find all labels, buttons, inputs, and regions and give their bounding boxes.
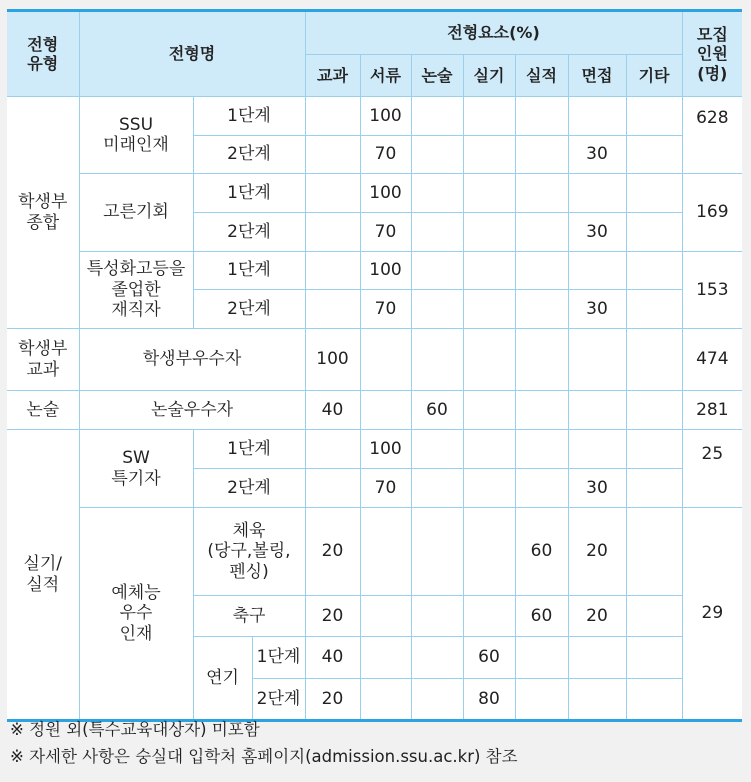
acting-cell — [193, 637, 305, 721]
value-cell: 60 — [463, 637, 515, 679]
track-name: 논술우수자 — [79, 391, 305, 430]
stage-label: 1단계 — [193, 430, 305, 469]
value-cell: 20 — [305, 596, 360, 637]
stage-label: 2단계 — [193, 290, 305, 329]
stage-label: 1단계 — [253, 637, 305, 679]
stage-label: 2단계 — [193, 136, 305, 174]
value-cell: 100 — [360, 97, 411, 136]
table-row — [7, 391, 742, 430]
table-row — [7, 174, 742, 213]
sub-track-name: 연기 — [194, 637, 253, 719]
value-cell: 100 — [360, 174, 411, 213]
value-cell: 30 — [568, 290, 626, 329]
header-col-record: 실적 — [515, 55, 568, 97]
header-col-interview: 면접 — [568, 55, 626, 97]
track-name: SSU 미래인재 — [79, 97, 193, 174]
stage-label: 2단계 — [193, 469, 305, 508]
group-cell: 학생부 교과 — [7, 329, 79, 391]
value-cell: 100 — [360, 430, 411, 469]
value-cell: 30 — [568, 136, 626, 174]
value-cell: 60 — [515, 596, 568, 637]
value-cell: 100 — [305, 329, 360, 391]
header-col-essay: 논술 — [411, 55, 463, 97]
quota-cell: 628 — [682, 97, 742, 174]
sub-track-name: 축구 — [193, 596, 305, 637]
quota-cell: 29 — [682, 508, 742, 721]
group-cell: 학생부 종합 — [7, 97, 79, 329]
stage-label: 2단계 — [193, 213, 305, 252]
value-cell: 60 — [411, 391, 463, 430]
track-name: 고른기회 — [79, 174, 193, 252]
header-name: 전형명 — [79, 11, 305, 97]
value-cell: 20 — [568, 508, 626, 596]
header-col-subject: 교과 — [305, 55, 360, 97]
value-cell: 30 — [568, 469, 626, 508]
track-name: 예체능 우수 인재 — [79, 508, 193, 721]
value-cell: 20 — [568, 596, 626, 637]
value-cell: 70 — [360, 469, 411, 508]
admission-table-container — [7, 9, 742, 722]
header-quota: 모집 인원 (명) — [682, 11, 742, 97]
header-col-other: 기타 — [626, 55, 682, 97]
value-cell: 20 — [305, 679, 360, 721]
footnote: ※ 정원 외(특수교육대상자) 미포함 — [10, 720, 260, 739]
value-cell: 40 — [305, 637, 360, 679]
table-row — [7, 252, 742, 290]
stage-label: 1단계 — [193, 97, 305, 136]
value-cell: 80 — [463, 679, 515, 721]
header-type: 전형 유형 — [7, 11, 79, 97]
value-cell: 30 — [568, 213, 626, 252]
admission-table — [7, 9, 742, 722]
value-cell: 70 — [360, 290, 411, 329]
value-cell: 20 — [305, 508, 360, 596]
stage-label: 1단계 — [193, 252, 305, 290]
value-cell: 60 — [515, 508, 568, 596]
header-elements: 전형요소(%) — [305, 11, 682, 55]
table-row — [7, 508, 742, 596]
quota-cell: 153 — [682, 252, 742, 329]
track-name: SW 특기자 — [79, 430, 193, 508]
table-row — [7, 430, 742, 469]
footnotes — [10, 716, 518, 770]
stage-label: 2단계 — [256, 688, 301, 709]
quota-cell: 474 — [682, 329, 742, 391]
sub-track-name: 체육 (당구,볼링, 펜싱) — [193, 508, 305, 596]
group-cell: 논술 — [7, 391, 79, 430]
value-cell: 70 — [360, 213, 411, 252]
value-cell: 100 — [360, 252, 411, 290]
quota-cell: 281 — [682, 391, 742, 430]
value-cell: 40 — [305, 391, 360, 430]
header-col-practical: 실기 — [463, 55, 515, 97]
header-col-documents: 서류 — [360, 55, 411, 97]
track-name: 특성화고등을 졸업한 재직자 — [79, 252, 193, 329]
value-cell: 70 — [360, 136, 411, 174]
stage-label: 1단계 — [193, 174, 305, 213]
track-name: 학생부우수자 — [79, 329, 305, 391]
table-row — [7, 97, 742, 136]
group-cell: 실기/ 실적 — [7, 430, 79, 721]
footnote: ※ 자세한 사항은 숭실대 입학처 홈페이지(admission.ssu.ac.kr) 참조 — [10, 747, 518, 766]
table-row — [7, 329, 742, 391]
quota-cell: 25 — [682, 430, 742, 508]
quota-cell: 169 — [682, 174, 742, 252]
